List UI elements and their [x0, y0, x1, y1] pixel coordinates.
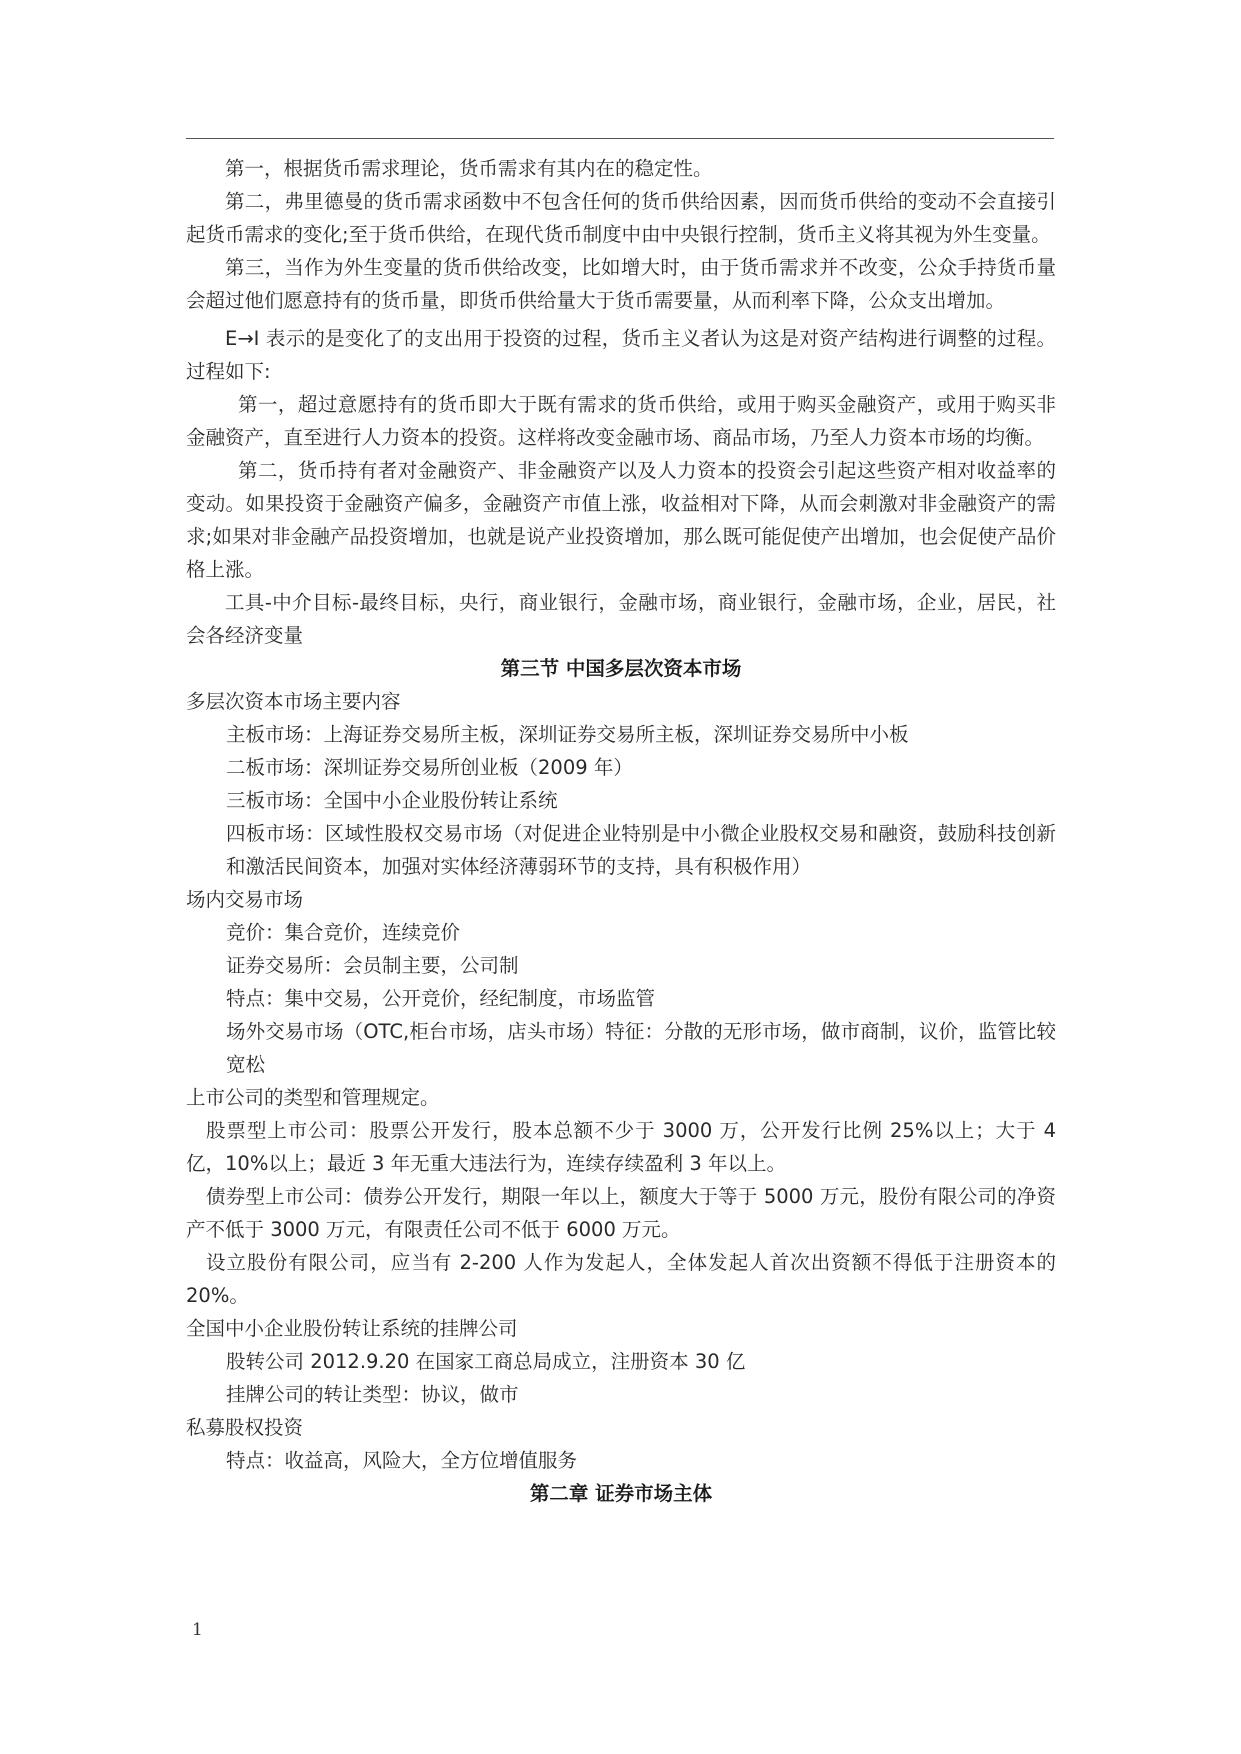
outline-item: 全国中小企业股份转让系统的挂牌公司 [186, 1317, 518, 1340]
paragraph: 工具-中介目标-最终目标，央行，商业银行，金融市场，商业银行，金融市场，企业，居民，社会各经济变量 [186, 591, 1056, 647]
outline-item: 特点：收益高，风险大，全方位增值服务 [226, 1449, 578, 1472]
outline-item: 设立股份有限公司，应当有 2-200 人作为发起人，全体发起人首次出资额不得低于注册资本的 20%。 [186, 1251, 1056, 1307]
outline-item: 股转公司 2012.9.20 在国家工商总局成立，注册资本 30 亿 [226, 1350, 746, 1373]
header-rule [186, 138, 1054, 139]
paragraph: E→I 表示的是变化了的支出用于投资的过程，货币主义者认为这是对资产结构进行调整的过程。过程如下: [186, 327, 1056, 383]
outline-item: 场内交易市场 [186, 888, 304, 911]
outline-item: 股票型上市公司：股票公开发行，股本总额不少于 3000 万，公开发行比例 25%以上；大于 4 亿，10%以上；最近 3 年无重大违法行为，连续存续盈利 3 年以上。 [186, 1119, 1056, 1175]
chapter-heading: 第二章 证券市场主体 [529, 1482, 713, 1505]
outline-item: 场外交易市场（OTC,柜台市场，店头市场）特征：分散的无形市场，做市商制，议价，监管比较宽松 [226, 1020, 1056, 1076]
outline-item: 私募股权投资 [186, 1416, 304, 1439]
outline-item: 竞价：集合竞价，连续竞价 [226, 921, 461, 944]
page-number: 1 [192, 1620, 203, 1640]
outline-item: 四板市场：区域性股权交易市场（对促进企业特别是中小微企业股权交易和融资，鼓励科技创新和激活民间资本，加强对实体经济薄弱环节的支持，具有积极作用） [226, 822, 1056, 878]
paragraph: 第三，当作为外生变量的货币供给改变，比如增大时，由于货币需求并不改变，公众手持货币量会超过他们愿意持有的货币量，即货币供给量大于货币需要量，从而利率下降，公众支出增加。 [186, 256, 1056, 312]
outline-item: 上市公司的类型和管理规定。 [186, 1086, 440, 1109]
paragraph: 第一，超过意愿持有的货币即大于既有需求的货币供给，或用于购买金融资产，或用于购买非金融资产，直至进行人力资本的投资。这样将改变金融市场、商品市场，乃至人力资本市场的均衡。 [186, 393, 1056, 449]
paragraph: 第二，弗里德曼的货币需求函数中不包含任何的货币供给因素，因而货币供给的变动不会直接引起货币需求的变化;至于货币供给，在现代货币制度中由中央银行控制，货币主义将其视为外生变量。 [186, 190, 1056, 246]
outline-item: 特点：集中交易，公开竞价，经纪制度，市场监管 [226, 987, 656, 1010]
page-body [186, 152, 1056, 1510]
outline-item: 主板市场：上海证券交易所主板，深圳证券交易所主板，深圳证券交易所中小板 [226, 723, 909, 746]
outline-item: 多层次资本市场主要内容 [186, 690, 401, 713]
outline-item: 三板市场：全国中小企业股份转让系统 [226, 789, 558, 812]
outline-item: 二板市场：深圳证券交易所创业板（2009 年） [226, 756, 633, 779]
paragraph: 第二，货币持有者对金融资产、非金融资产以及人力资本的投资会引起这些资产相对收益率的变动。如果投资于金融资产偏多，金融资产市值上涨，收益相对下降，从而会刺激对非金融资产的需求;如果对非金融产品投资增加，也就是说产业投资增加，那么既可能促使产出增加，也会促使产品价格上涨。 [186, 459, 1056, 581]
outline-item: 证券交易所：会员制主要，公司制 [226, 954, 519, 977]
outline-item: 债券型上市公司：债券公开发行，期限一年以上，额度大于等于 5000 万元，股份有限公司的净资产不低于 3000 万元，有限责任公司不低于 6000 万元。 [186, 1185, 1056, 1241]
outline-item: 挂牌公司的转让类型：协议，做市 [226, 1383, 519, 1406]
paragraph: 第一，根据货币需求理论，货币需求有其内在的稳定性。 [225, 157, 713, 180]
section-heading: 第三节 中国多层次资本市场 [500, 657, 742, 680]
